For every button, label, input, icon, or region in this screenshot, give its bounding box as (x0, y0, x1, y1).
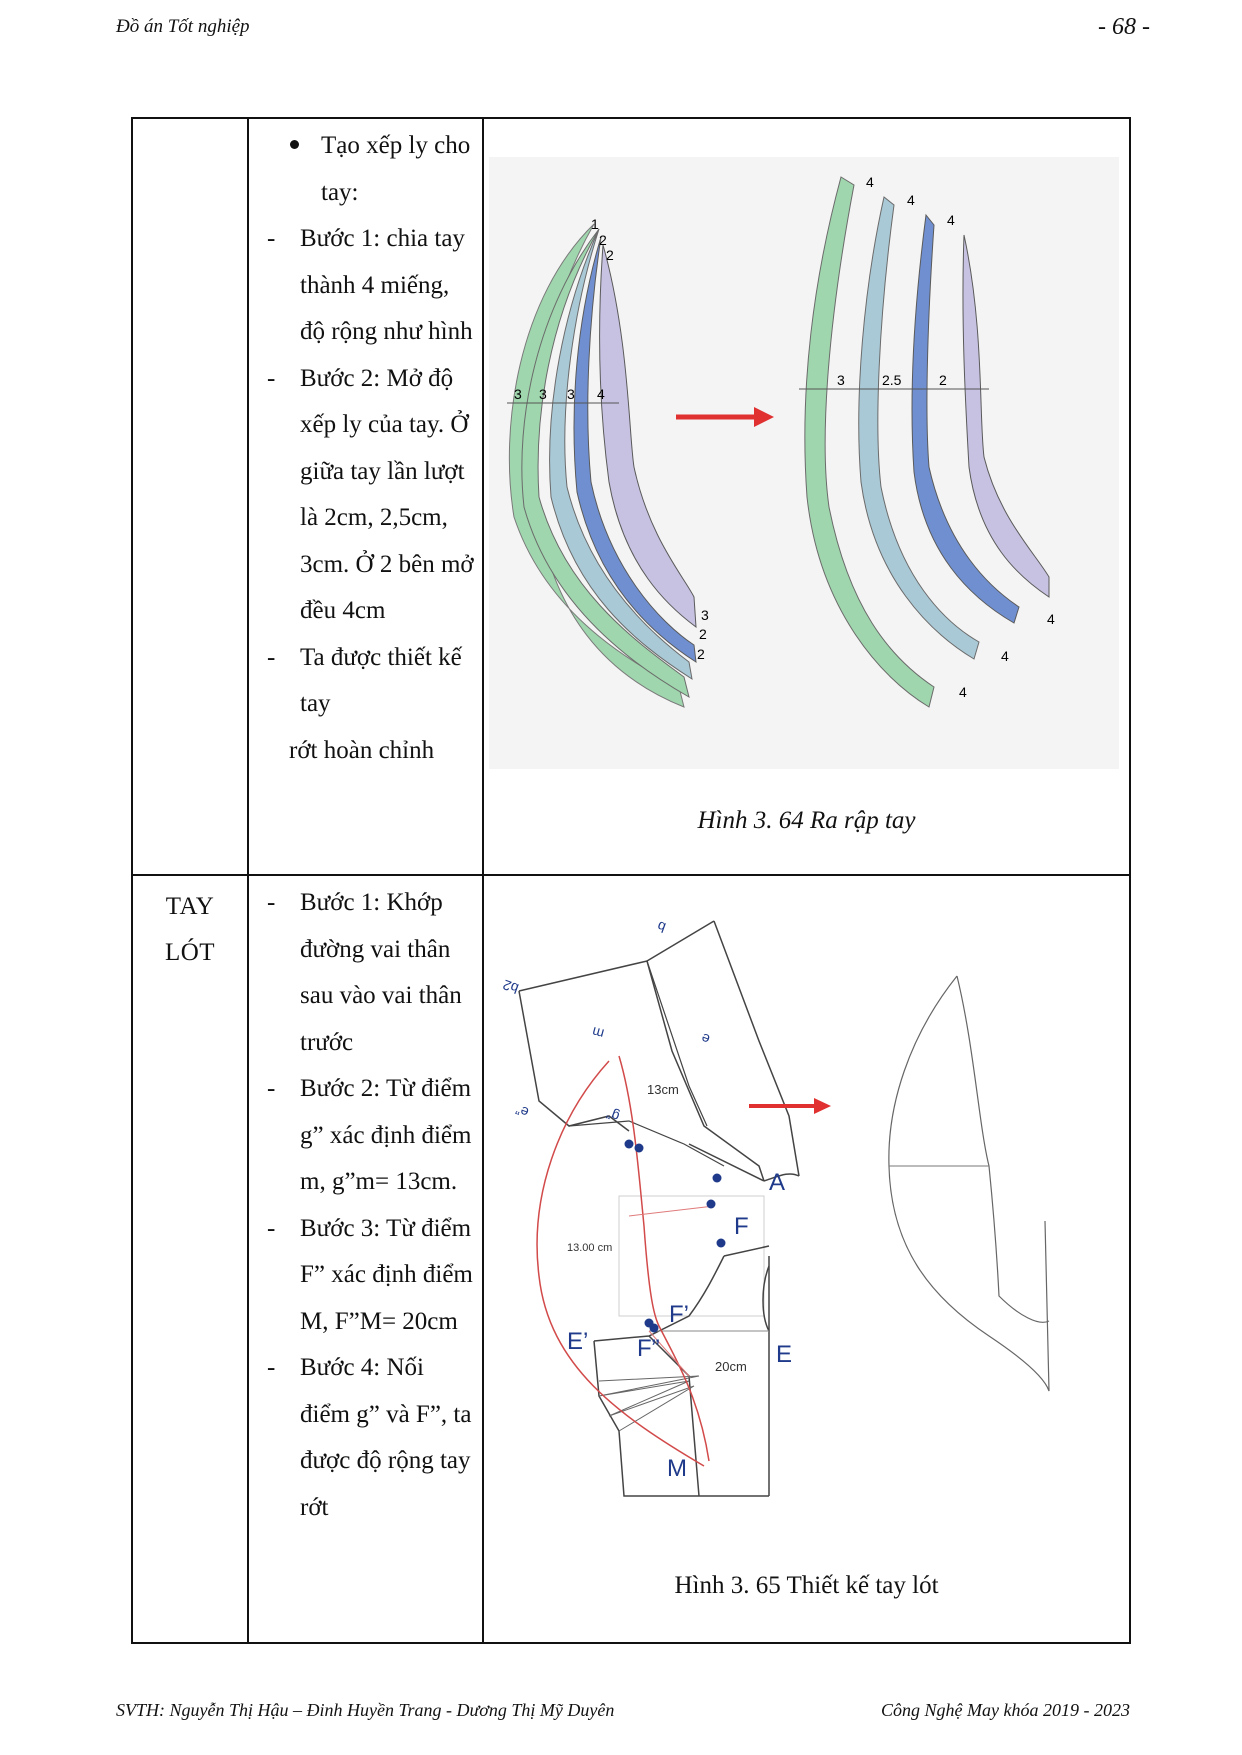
left-top-label-2: 2 (599, 232, 607, 248)
point-a1 (713, 1174, 722, 1183)
right-top-label-3: 4 (947, 212, 955, 228)
row1-step-list (249, 119, 482, 774)
left-mid-label-2: 3 (539, 386, 547, 402)
right-top-label-1: 4 (866, 174, 874, 190)
back-panel-inner (647, 961, 707, 1126)
page-number: - 68 - (1098, 14, 1150, 40)
pleat-step-3: - Ta được thiết kế tay (259, 635, 476, 728)
lining-step-3: - Bước 3: Từ điểm F” xác định điểm M, F”M= 20cm (259, 1206, 476, 1346)
label-E: E (776, 1341, 793, 1368)
row2-figure-cell (483, 875, 1130, 1643)
front-neck (724, 1246, 769, 1256)
row1-figure-cell (483, 118, 1130, 875)
label-E-prime: E’ (567, 1328, 589, 1355)
point-g (625, 1140, 634, 1149)
row2-label-cell (132, 875, 248, 1643)
figure-caption-3-65: Hình 3. 65 Thiết kế tay lót (674, 1572, 939, 1599)
label-e: e (699, 1030, 712, 1048)
figure-caption-3-64: Hình 3. 64 Ra rập tay (697, 807, 916, 834)
label-b2: b2 (500, 976, 521, 997)
front-armhole (594, 1256, 724, 1341)
right-mid-label-3: 2 (939, 372, 947, 388)
front-panel-right (714, 921, 799, 1176)
left-mid-label-1: 3 (514, 386, 522, 402)
dim-13-00-cm: 13.00 cm (567, 1242, 613, 1254)
shoulder-join (689, 1144, 764, 1181)
row1-label-cell (132, 118, 248, 875)
content-table (131, 117, 1131, 1644)
lining-sleeve-figure (489, 876, 1129, 1566)
pleat-step-1: - Bước 1: chia tay thành 4 miếng, độ rộng như hình (259, 216, 476, 356)
footer-course: Công Nghệ May khóa 2019 - 2023 (881, 1700, 1130, 1720)
point-g2 (635, 1144, 644, 1153)
label-F-double-prime: F” (637, 1335, 660, 1362)
left-top-label-3: 2 (606, 247, 614, 263)
left-bot-label-3: 2 (697, 646, 705, 662)
row1-steps-cell (248, 118, 483, 875)
red-curve-inner (619, 1056, 709, 1461)
row2-label (133, 876, 247, 976)
shoulder-line (647, 921, 714, 961)
left-bot-label-1: 3 (701, 607, 709, 623)
row2-steps-cell (248, 875, 483, 1643)
label-A: A (769, 1169, 786, 1196)
table-row-pleat (132, 118, 1130, 875)
sleeve-pleat-figure (489, 137, 1129, 797)
row1-label (133, 119, 247, 127)
row2-label-line-1: TAY (165, 893, 215, 920)
neck-curve (569, 1121, 724, 1166)
left-top-label-1: 1 (591, 216, 599, 232)
dim-13cm: 13cm (647, 1082, 679, 1097)
lining-step-4: - Bước 4: Nối điểm g” và F”, ta được độ rộng tay rớt (259, 1345, 476, 1531)
lining-step-2: - Bước 2: Từ điểm g” xác định điểm m, g”m= 13cm. (259, 1066, 476, 1206)
point-A (707, 1200, 716, 1209)
left-mid-label-4: 4 (597, 386, 605, 402)
label-e-double-prime: e” (513, 1101, 531, 1121)
row2-label-line-2: LÓT (164, 939, 216, 966)
right-bot-label-3: 4 (959, 684, 967, 700)
footer-authors: SVTH: Nguyễn Thị Hậu – Đinh Huyền Trang - Dương Thị Mỹ Duyên (116, 1700, 615, 1720)
pleat-step-2: - Bước 2: Mở độ xếp ly của tay. Ở giữa tay lần lượt là 2cm, 2,5cm, 3cm. Ở 2 bên mở đều 4cm (259, 356, 476, 635)
label-M: M (667, 1455, 687, 1482)
table-row-lining (132, 875, 1130, 1643)
right-bot-label-1: 4 (1047, 611, 1055, 627)
dim-20cm: 20cm (715, 1359, 747, 1374)
right-mid-label-1: 3 (837, 372, 845, 388)
row2-step-list (249, 876, 482, 1531)
pleat-step-3-tail: rớt hoàn chỉnh (289, 736, 435, 764)
left-bot-label-2: 2 (699, 626, 707, 642)
right-mid-label-2: 2.5 (882, 372, 902, 388)
lining-arrow-head (814, 1098, 831, 1114)
label-F: F (734, 1213, 749, 1240)
pleat-bullet: Tạo xếp ly cho tay: (259, 123, 476, 216)
running-header-title: Đồ án Tốt nghiệp (116, 16, 250, 37)
label-F-prime: F’ (669, 1301, 689, 1328)
point-F2 (650, 1324, 659, 1333)
point-F (717, 1239, 726, 1248)
lining-step-1: - Bước 1: Khớp đường vai thân sau vào vai thân trước (259, 880, 476, 1066)
right-bot-label-2: 4 (1001, 648, 1009, 664)
label-m: m (590, 1023, 606, 1043)
label-b: b (655, 918, 668, 936)
right-top-label-2: 4 (907, 192, 915, 208)
label-g: g” (604, 1105, 622, 1126)
left-mid-label-3: 3 (567, 386, 575, 402)
